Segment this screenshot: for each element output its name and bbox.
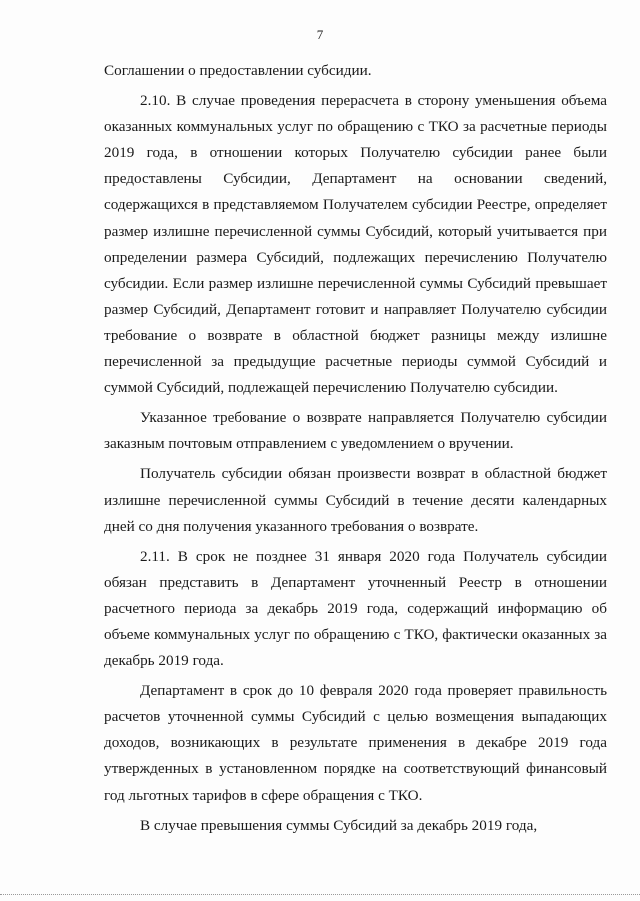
paragraph-2-11: 2.11. В срок не позднее 31 января 2020 года Получатель субсидии обязан представить в Департамент уточненный Реестр в отношении расчетного периода за декабрь 2019 года, содержащий информацию об объеме коммунальных услуг по обращению с ТКО, фактически оказанных за декабрь 2019 года. bbox=[104, 547, 607, 670]
paragraph-department-check: Департамент в срок до 10 февраля 2020 года проверяет правильность расчетов уточненной суммы Субсидий с целью возмещения выпадающих доходов, возникающих в результате применения в декабре 2019 года утвержденных в установленном порядке на соответствующий финансовый год льготных тарифов в сфере обращения с ТКО. bbox=[104, 682, 607, 804]
document-body bbox=[104, 58, 607, 839]
paragraph-refund-obligation: Получатель субсидии обязан произвести возврат в областной бюджет излишне перечисленной суммы Субсидий в течение десяти календарных дней со дня получения указанного требования о возврате. bbox=[104, 465, 607, 535]
page-number: 7 bbox=[316, 27, 324, 42]
paragraph-return-requirement: Указанное требование о возврате направляется Получателю субсидии заказным почтовым отправлением с уведомлением о вручении. bbox=[104, 409, 607, 453]
scan-edge-line bbox=[0, 894, 640, 895]
paragraph-continuation: Соглашении о предоставлении субсидии. bbox=[104, 62, 372, 79]
paragraph-excess-case: В случае превышения суммы Субсидий за декабрь 2019 года, bbox=[140, 816, 538, 834]
paragraph-2-10: 2.10. В случае проведения перерасчета в сторону уменьшения объема оказанных коммунальных услуг по обращению с ТКО за расчетные периоды 2019 года, в отношении которых Получателю субсидии ранее были предоставлены Субсидии, Департамент на основании сведений, содержащихся в представляемом Получателем субсидии Реестре, определяет размер излишне перечисленной суммы Субсидий, который учитывается при определении размера Субсидий, подлежащих перечислению Получателю субсидии. Если размер излишне перечисленной суммы Субсидий превышает размер Субсидий, Департамент готовит и направляет Получателю субсидии требование о возврате в областной бюджет разницы между излишне перечисленной за предыдущие расчетные периоды суммой Субсидий и суммой Субсидий, подлежащей перечислению Получателю субсидии. bbox=[104, 92, 607, 397]
